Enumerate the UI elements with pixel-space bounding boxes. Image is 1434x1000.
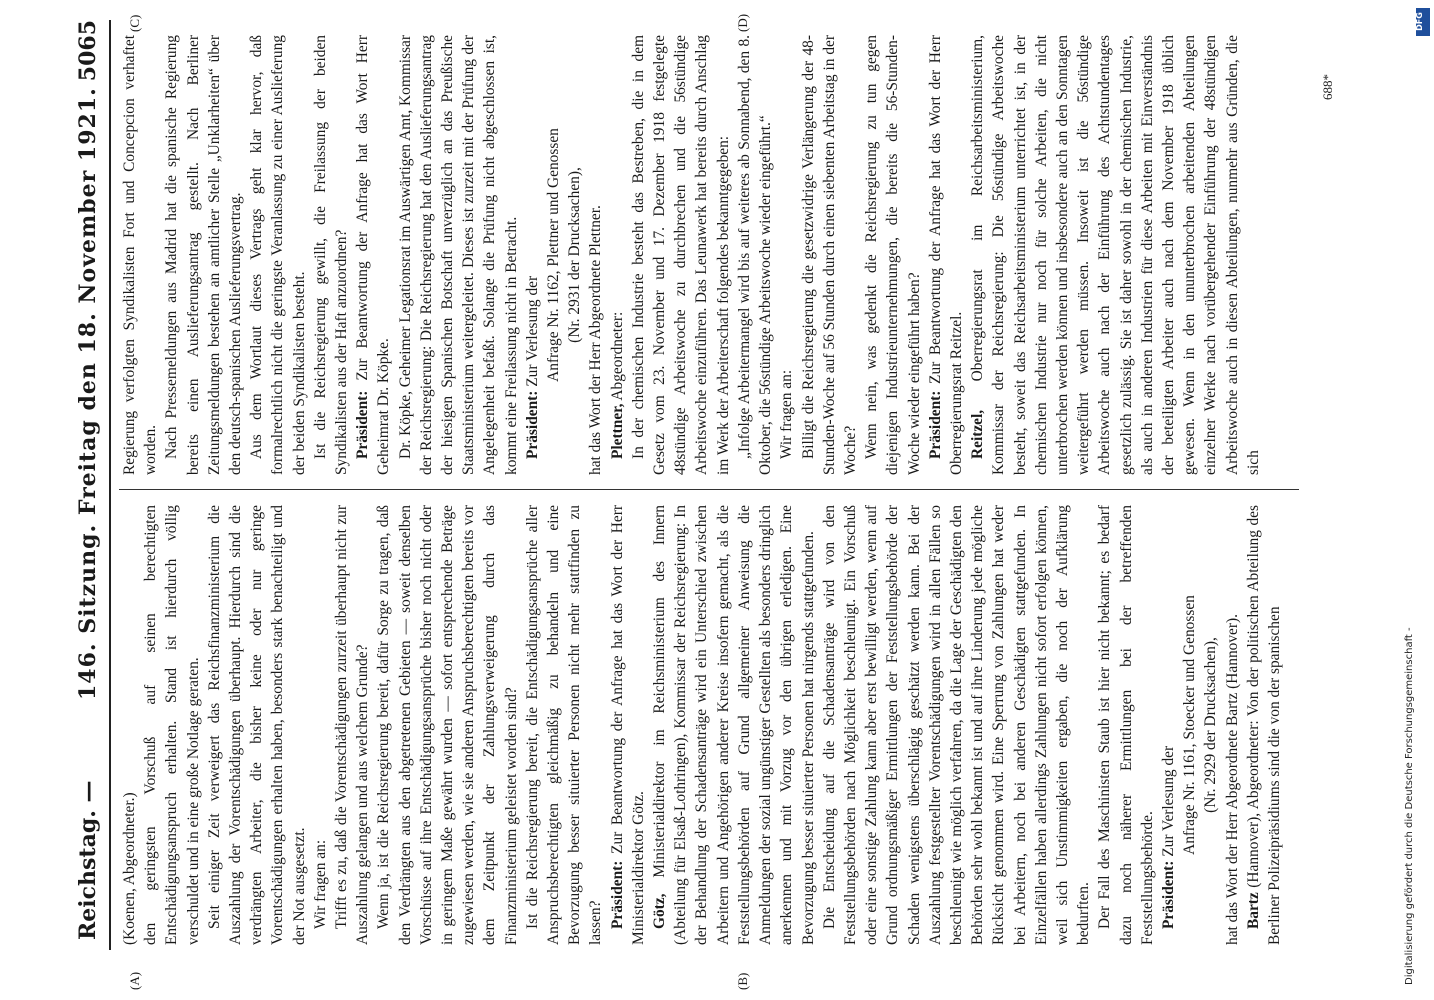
right-paragraph: Präsident: Zur Verlesung der	[523, 275, 541, 459]
left-paragraph: Präsident: Zur Beantwortung der Anfrage hat das Wort der Herr Ministerialdirektor Götz.	[608, 505, 647, 945]
margin-mark-b: (B)	[735, 972, 750, 990]
margin-mark-c: (C)	[127, 14, 142, 32]
right-paragraph: Aus dem Wortlaut dieses Vertrags geht klar hervor, daß formalrechtlich nicht die geringste Veranlassung zu einer Auslieferung der beiden Syndikalisten besteht.	[248, 35, 308, 475]
left-inquiry-title: (Nr. 2929 der Drucksachen),	[1202, 637, 1220, 813]
right-paragraph: In der chemischen Industrie besteht das Bestreben, die in dem Gesetz vom 23. November und 17. Dezember 1918 festgelegte 48stündige Arbeitswoche zu durchbrechen und die 56stündige Arbeitswoche einzuführen. Das Leunawerk hat bereits durch Anschlag im Werk der Arbeiterschaft folgendes bekanntgegeben:	[629, 35, 732, 475]
left-column	[119, 505, 1369, 945]
left-paragraph: Wir fragen an:	[311, 839, 329, 929]
left-paragraph: Götz, Ministerialdirektor im Reichsministerium des Innern (Abteilung für Elsaß-Lothringen), Kommissar der Reichsregierung: In der Behandlung der Schadensanträge wird ein Unterschied zwischen Arbeitern und Angehörigen anderer Kreise insofern gemacht, als die Feststellungsbehörden auf Grund allgemeiner Anweisung die Anmeldungen der sozial ungünstiger Gestellten als besonders dringlich anerkennen und mit Vorzug vor den übrigen erledigen. Eine Bevorzugung besser situierter Personen hat nirgends stattgefunden.	[651, 505, 817, 945]
right-paragraph: Billigt die Reichsregierung die gesetzwidrige Verlängerung der 48-Stunden-Woche auf 56 Stunden durch einen siebenten Arbeitstag in der Woche?	[799, 35, 859, 475]
right-paragraph: Präsident: Zur Beantwortung der Anfrage hat das Wort Herr Geheimrat Dr. Köpke.	[354, 35, 393, 475]
dfg-logo: DFG	[1416, 8, 1430, 36]
speaker-name: Präsident:	[354, 390, 372, 459]
speaker-name: Reitzel,	[969, 409, 987, 459]
speaker-name: Präsident:	[608, 860, 626, 929]
left-paragraph: den geringsten Vorschuß auf seinen berechtigten Entschädigungsanspruch erhalten. Stand ist hierdurch völlig verschuldet und in eine große Notlage geraten.	[142, 505, 202, 945]
column-divider	[119, 489, 1299, 490]
document-page	[35, 0, 1385, 1000]
speaker-name: Bartz	[1244, 892, 1262, 929]
right-paragraph: Plettner, Abgeordneter:	[608, 311, 626, 459]
right-inquiry-title: Anfrage Nr. 1162, Plettner und Genossen	[545, 128, 563, 382]
left-paragraph: hat das Wort der Herr Abgeordnete Bartz (Hannover).	[1223, 614, 1241, 945]
header-center: 146. Sitzung. Freitag den 18. November 1921.	[75, 87, 101, 700]
left-paragraph: Die Entscheidung auf die Schadensanträge wird von den Feststellungsbehörden nach Möglichkeit beschleunigt. Ein Vorschuß oder eine sonstige Zahlung kann aber erst bewilligt werden, wenn auf Grund ordnungsmäßiger Ermittlungen der Feststellungsbehörde der Schaden wenigstens überschlägig geschätzt werden kann. Bei der Auszahlung festgestellter Vorentschädigungen wird in allen Fällen so beschleunigt wie möglich verfahren, da die Lage der Geschädigten den Behörden sehr wohl bekannt ist und auf ihre Linderung jede mögliche Rücksicht genommen wird. Eine Sperrung von Zahlungen hat weder bei Arbeitern, noch bei anderen Geschädigten stattgefunden. In Einzelfällen haben allerdings Zahlungen nicht sofort erfolgen können, weil sich Unstimmigkeiten ergaben, die noch der Aufklärung bedurften.	[820, 505, 1093, 945]
right-paragraph: Nach Pressemeldungen aus Madrid hat die spanische Regierung bereits einen Auslieferungsantrag gestellt. Nach Berliner Zeitungsmeldungen bestehen an amtlicher Stelle „Unklarheiten“ über den deutsch-spanischen Auslieferungsvertrag.	[163, 35, 245, 475]
left-paragraph: Bartz (Hannover), Abgeordneter: Von der politischen Abteilung des Berliner Polizeipräsidiums sind die von der spanischen	[1244, 505, 1283, 945]
left-paragraph: Der Fall des Maschinisten Staub ist hier nicht bekannt; es bedarf dazu noch näherer Ermittlungen bei der betreffenden Feststellungsbehörde.	[1096, 505, 1156, 945]
right-paragraph: Präsident: Zur Beantwortung der Anfrage hat das Wort der Herr Oberregierungsrat Reitzel.	[926, 35, 965, 475]
signature-mark: 688*	[1320, 74, 1335, 100]
right-inquiry-title: (Nr. 2931 der Drucksachen),	[566, 167, 584, 343]
margin-mark-d: (D)	[735, 13, 750, 32]
right-paragraph: hat das Wort der Herr Abgeordnete Plettner.	[587, 205, 605, 475]
right-paragraph: Wenn nein, was gedenkt die Reichsregierung zu tun gegen diejenigen Industrieunternehmungen, die bereits die 56-Stunden-Woche wieder eingeführt haben?	[863, 35, 923, 475]
speaker-name: Plettner,	[608, 403, 626, 459]
left-speaker-note: (Koenen, Abgeordneter.)	[121, 792, 138, 945]
speaker-name: Präsident:	[523, 390, 541, 459]
header-left: Reichstag. —	[75, 780, 101, 940]
speaker-name: Präsident:	[926, 390, 944, 459]
left-paragraph: Wenn ja, ist die Reichsregierung bereit, dafür Sorge zu tragen, daß den Verdrängten aus den abgetretenen Gebieten — soweit denselben Vorschüsse auf ihre Entschädigungsansprüche bisher noch nicht oder in geringem Maße gewährt wurden — sofort entsprechende Beträge zugewiesen werden, wie sie anderen Anspruchsberechtigten bereits vor dem Zeitpunkt der Zahlungsverweigerung durch das Finanzministerium geleistet worden sind?	[375, 505, 520, 945]
speaker-name: Götz,	[651, 893, 669, 929]
digitization-credit: Digitalisierung gefördert durch die Deutsche Forschungsgemeinschaft -	[1404, 627, 1415, 985]
margin-mark-a: (A)	[127, 971, 142, 990]
right-paragraph: „Infolge Arbeitermangel wird bis auf weiteres ab Sonnabend, den 8. Oktober, die 56stündige Arbeitswoche wieder eingeführt.“	[735, 35, 775, 475]
left-paragraph: Seit einiger Zeit verweigert das Reichsfinanzministerium die Auszahlung der Vorentschädigungen überhaupt. Hierdurch sind die verdrängten Arbeiter, die bisher keine oder nur geringe Vorentschädigungen erhalten haben, besonders stark benachteiligt und der Not ausgesetzt.	[205, 505, 308, 945]
left-paragraph: Präsident: Zur Verlesung der	[1159, 745, 1177, 929]
page-number: 5065	[75, 20, 101, 82]
right-paragraph: Regierung verfolgten Syndikalisten Fort und Concepcion verhaftet worden.	[121, 35, 160, 475]
header-rule	[109, 20, 111, 950]
left-inquiry-title: Anfrage Nr. 1161, Stoecker und Genossen	[1181, 595, 1199, 855]
running-header	[75, 0, 109, 1000]
speaker-name: Präsident:	[1159, 860, 1177, 929]
left-paragraph: Ist die Reichsregierung bereit, die Entschädigungsansprüche aller Anspruchsberechtigten gleichmäßig zu behandeln und eine Bevorzugung besser situierter Personen nicht mehr stattfinden zu lassen?	[523, 505, 605, 945]
right-paragraph: Dr. Köpke, Geheimer Legationsrat im Auswärtigen Amt, Kommissar der Reichsregierung: Die Reichsregierung hat den Auslieferungsantrag der hiesigen Spanischen Botschaft unverzüglich an das Preußische Staatsministerium weitergeleitet. Dieses ist zurzeit mit der Prüfung der Angelegenheit befaßt. Solange die Prüfung nicht abgeschlossen ist, kommt eine Freilassung nicht in Betracht.	[396, 35, 520, 475]
right-paragraph: Wir fragen an:	[778, 369, 796, 459]
left-paragraph: Trifft es zu, daß die Vorentschädigungen zurzeit überhaupt nicht zur Auszahlung gelangen und aus welchem Grunde?	[333, 505, 372, 945]
right-paragraph: Reitzel, Oberregierungsrat im Reichsarbeitsministerium, Kommissar der Reichsregierung: Die 56stündige Arbeitswoche besteht, soweit das Reichsarbeitsministerium unterrichtet ist, in der chemischen Industrie nur noch für solche Arbeiten, die nicht unterbrochen werden können und insbesondere auch an den Sonntagen weitergeführt werden müssen. Insoweit ist die 56stündige Arbeitswoche auch nach der Einführung des Achtstundentages gesetzlich zulässig. Sie ist daher sowohl in der chemischen Industrie, als auch in anderen Industrien für diese Arbeiten mit Einverständnis der beteiligten Arbeiter auch nach dem November 1918 üblich gewesen. Wenn in den ununterbrochen arbeitenden Abteilungen einzelner Werke nach vorübergehender Einführung der 48stündigen Arbeitswoche auch in diesen Abteilungen, nunmehr aus Gründen, die sich	[969, 35, 1262, 475]
right-paragraph: Ist die Reichsregierung gewillt, die Freilassung der beiden Syndikalisten aus der Haft anzuordnen?	[311, 35, 351, 475]
right-column	[119, 35, 1369, 475]
